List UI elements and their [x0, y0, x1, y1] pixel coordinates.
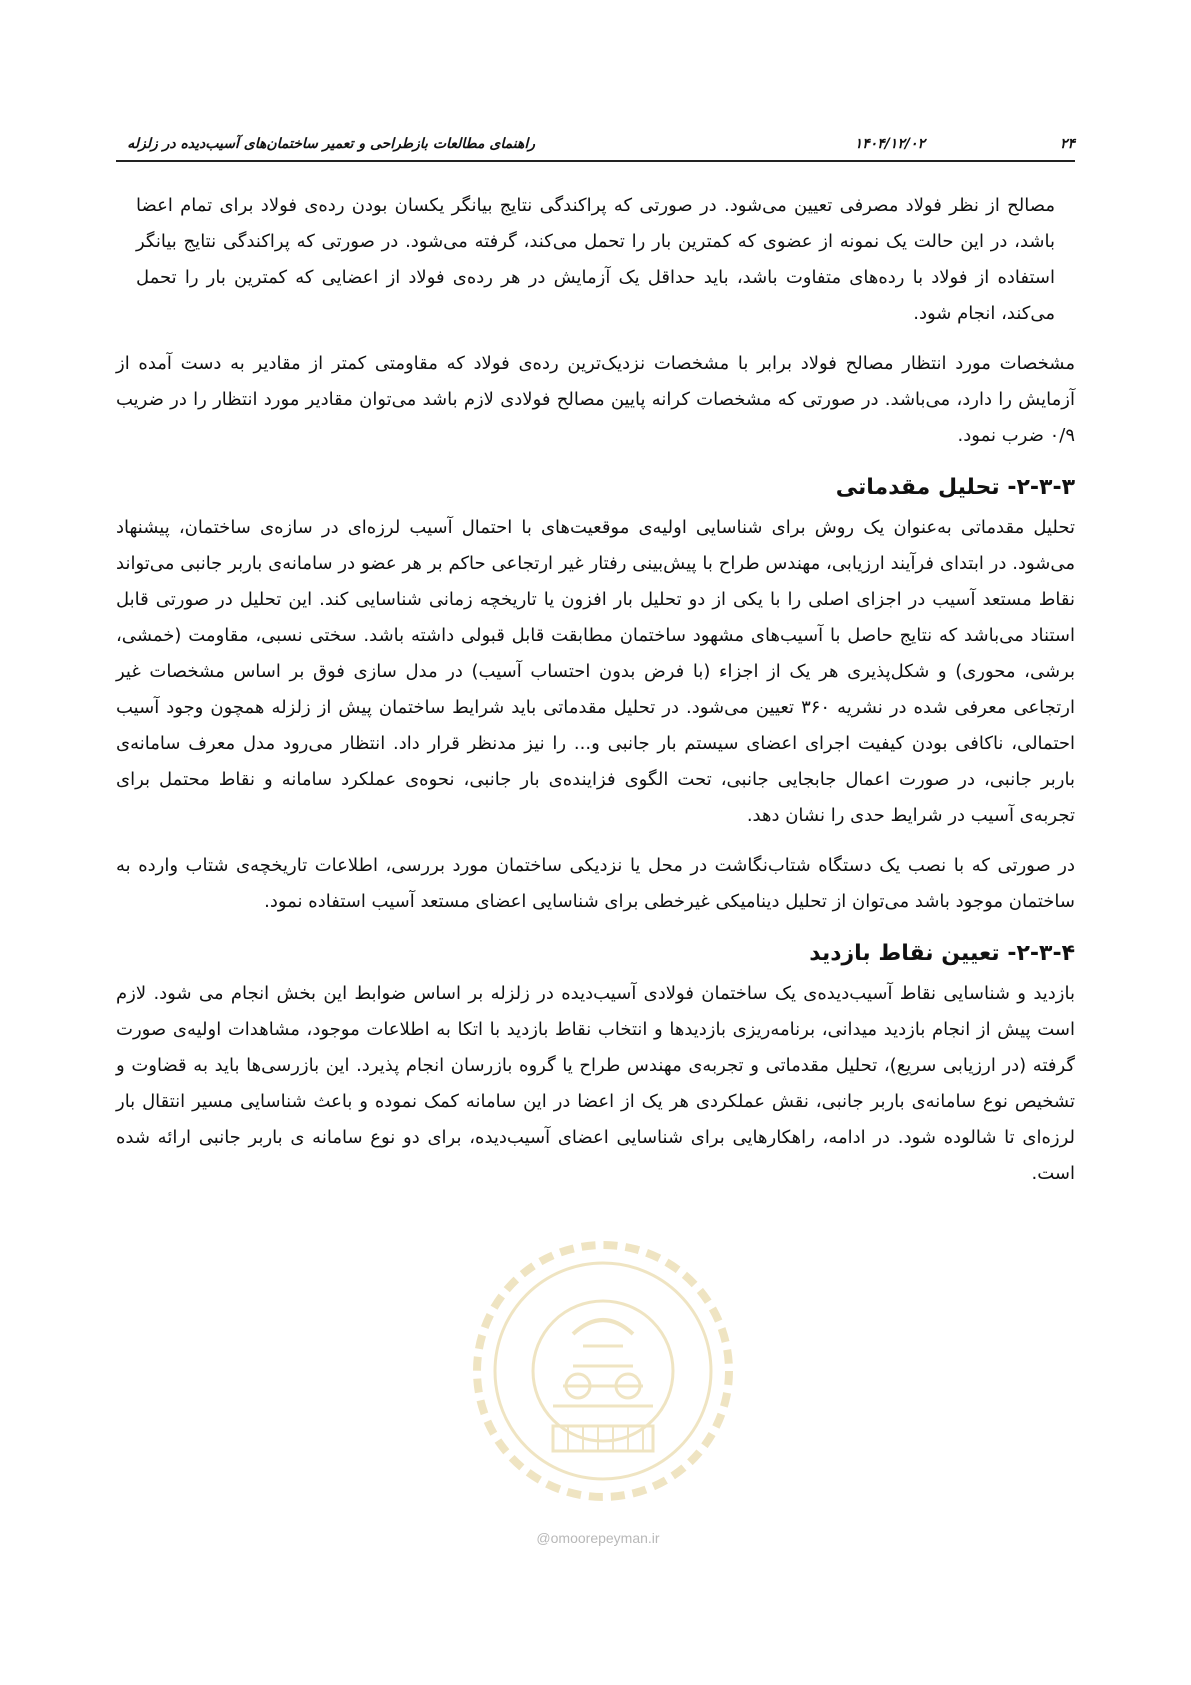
paragraph-inspection-points: بازدید و شناسایی نقاط آسیب‌دیده‌ی یک ساختمان فولادی آسیب‌دیده در زلزله بر اساس ضوابط این بخش انجام می شود. لازم است پیش از انجام بازدید میدانی، برنامه‌ریزی بازدیدها و انتخاب نقاط بازدید با اتکا به اطلاعات موجود، مشاهدات اولیه‌ی صورت گرفته (در ارزیابی سریع)، تحلیل مقدماتی و تجربه‌ی مهندس طراح یا گروه بازرسان انجام پذیرد. این بازرسی‌ها باید به قضاوت و تشخیص نوع سامانه‌ی باربر جانبی، نقش عملکردی هر یک از اعضا در این سامانه کمک نموده و باعث شناسایی مسیر انتقال بار لرزه‌ای تا شالوده شود. در ادامه، راهکارهایی برای شناسایی اعضای آسیب‌دیده، برای دو نوع سامانه ی باربر جانبی ارائه شده است. — [116, 983, 1075, 1184]
paragraph-accelerograph: در صورتی که با نصب یک دستگاه شتاب‌نگاشت در محل یا نزدیکی ساختمان مورد بررسی، اطلاعات تاریخچه‌ی شتاب وارده به ساختمان موجود باشد می‌توان از تحلیل دینامیکی غیرخطی برای شناسایی اعضای مستعد آسیب استفاده نمود. — [116, 855, 1075, 912]
page-number: ۲۴ — [1059, 136, 1075, 152]
paragraph-expected-properties: مشخصات مورد انتظار مصالح فولاد برابر با مشخصات نزدیک‌ترین رده‌ی فولاد که مقاومتی کمتر از مقادیر به دست آمده از آزمایش را دارد، می‌باشد. در صورتی که مشخصات کرانه پایین مصالح فولادی لازم باشد می‌توان مقادیر مورد انتظار را در ضریب ۰/۹ ضرب نمود. — [116, 353, 1075, 446]
header-date: ۱۴۰۴/۱۲/۰۲ — [854, 136, 925, 152]
header-book-title: راهنمای مطالعات بازطراحی و تعمیر ساختمان‌های آسیب‌دیده در زلزله — [127, 136, 535, 152]
watermark-url: @omoorepeyman.ir — [536, 1530, 660, 1546]
section-heading-inspection-points: ۲-۳-۴- تعیین نقاط بازدید — [809, 941, 1075, 966]
page-header — [116, 130, 1075, 162]
paragraph-steel-grade-tests: مصالح از نظر فولاد مصرفی تعیین می‌شود. در صورتی که پراکندگی نتایج بیانگر یکسان بودن رده‌ی فولاد برای تمام اعضا باشد، در این حالت یک نمونه از عضوی که کمترین بار را تحمل می‌کند، گرفته می‌شود. در صورتی که پراکندگی نتایج بیانگر استفاده از فولاد با رده‌های متفاوت باشد، باید حداقل یک آزمایش در هر رده‌ی فولاد از اعضایی که کمترین بار را تحمل می‌کند، انجام شود. — [136, 195, 1055, 324]
publisher-seal-watermark — [468, 1236, 738, 1506]
paragraph-preliminary-analysis: تحلیل مقدماتی به‌عنوان یک روش برای شناسایی اولیه‌ی موقعیت‌های با احتمال آسیب لرزه‌ای در سازه‌ی ساختمان، پیشنهاد می‌شود. در ابتدای فرآیند ارزیابی، مهندس طراح با پیش‌بینی رفتار غیر ارتجاعی حاکم بر هر عضو در سامانه‌ی باربر جانبی می‌تواند نقاط مستعد آسیب در اجزای اصلی را با یکی از دو تحلیل بار افزون یا تاریخچه زمانی شناسایی کند. این تحلیل در صورتی قابل استناد می‌باشد که نتایج حاصل با آسیب‌های مشهود ساختمان مطابقت قابل قبولی داشته باشد. سختی نسبی، مقاومت (خمشی، برشی، محوری) و شکل‌پذیری هر یک از اجزاء (با فرض بدون احتساب آسیب) در مدل سازی فوق بر اساس مشخصات غیر ارتجاعی معرفی شده در نشریه ۳۶۰ تعیین می‌شود. در تحلیل مقدماتی باید شرایط ساختمان پیش از زلزله همچون وجود آسیب احتمالی، ناکافی بودن کیفیت اجرای اعضای سیستم بار جانبی و... را نیز مدنظر قرار داد. انتظار می‌رود مدل معرف سامانه‌ی باربر جانبی، در صورت اعمال جابجایی جانبی، تحت الگوی فزاینده‌ی بار جانبی، نحوه‌ی عملکرد سامانه و نقاط محتمل برای تجربه‌ی آسیب در شرایط حدی را نشان دهد. — [116, 517, 1075, 826]
section-heading-preliminary-analysis: ۲-۳-۳- تحلیل مقدماتی — [835, 475, 1075, 500]
page-body — [116, 188, 1075, 1206]
